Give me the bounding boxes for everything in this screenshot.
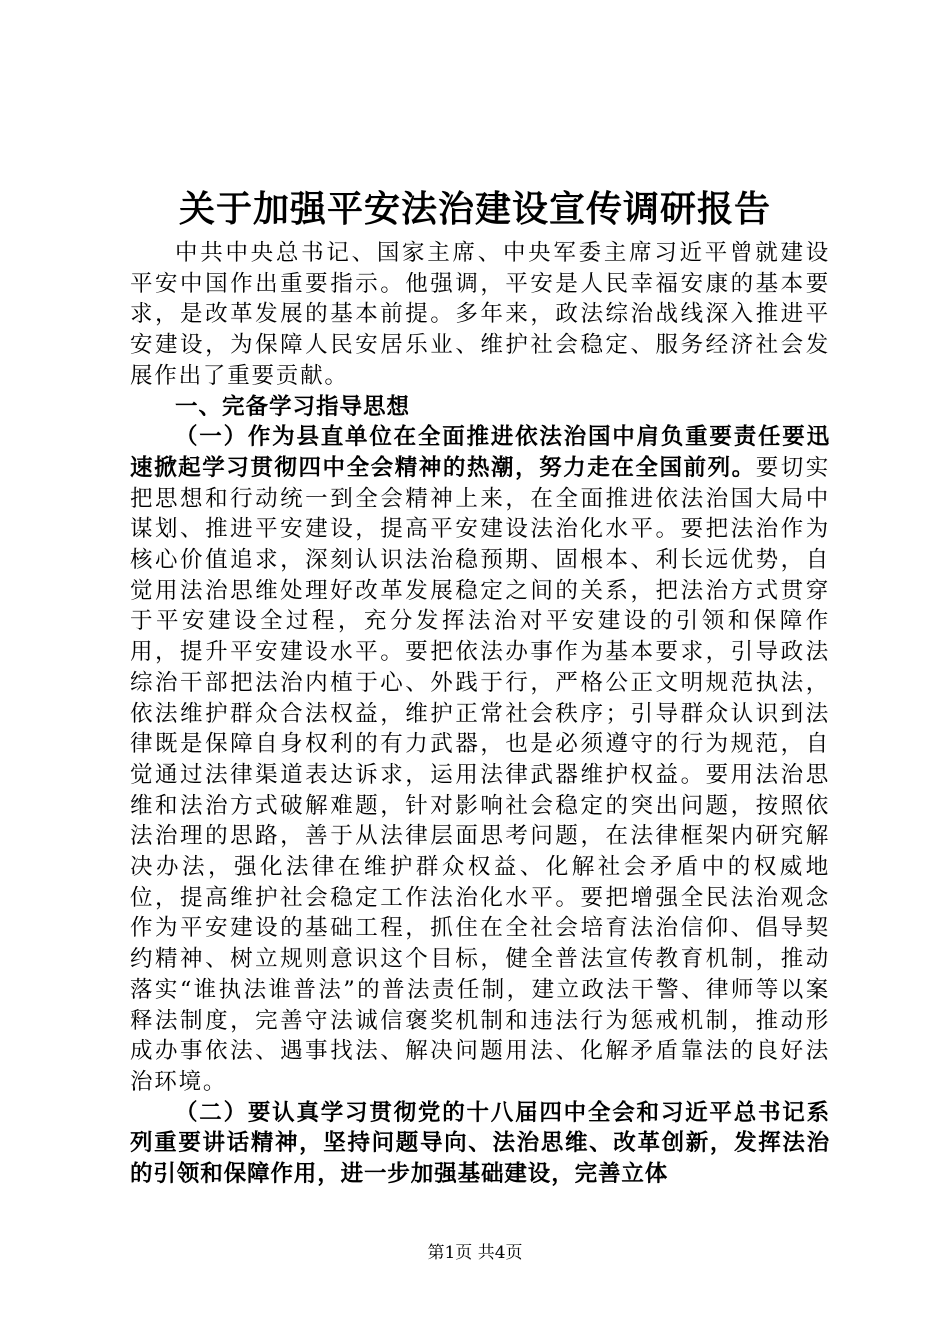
item-one-body: 要切实把思想和行动统一到全会精神上来，在全面推进依法治国大局中谋划、推进平安建设，提高平安建设法治化水平。要把法治作为核心价值追求，深刻认识法治稳预期、固根本、利长远优势，自觉用法治思维处理好改革发展稳定之间的关系，把法治方式贯穿于平安建设全过程，充分发挥法治对平安建设的引领和保障作用，提升平安建设水平。要把依法办事作为基本要求，引导政法综治干部把法治内植于心、外践于行，严格公正文明规范执法，依法维护群众合法权益，维护正常社会秩序；引导群众认识到法律既是保障自身权利的有力武器，也是必须遵守的行为规范，自觉通过法律渠道表达诉求，运用法律武器维护权益。要用法治思维和法治方式破解难题，针对影响社会稳定的突出问题，按照依法治理的思路，善于从法律层面思考问题，在法律框架内研究解决办法，强化法律在维护群众权益、化解社会矛盾中的权威地位，提高维护社会稳定工作法治化水平。要把增强全民法治观念作为平安建设的基础工程，抓住在全社会培育法治信仰、倡导契约精神、树立规则意识这个目标，健全普法宣传教育机制，推动落实“谁执法谁普法”的普法责任制，建立政法干警、律师等以案释法制度，完善守法诚信褒奖机制和违法行为惩戒机制，推动形成办事依法、遇事找法、解决问题用法、化解矛盾靠法的良好法治环境。 xyxy=(130,454,831,1095)
item-one-lead: （一）作为县直单位在全面推进依法治国中肩负重要责任要迅速掀起学习贯彻四中全会精神的热潮，努力走在全国前列。 xyxy=(130,424,830,481)
item-two-paragraph: （二）要认真学习贯彻党的十八届四中全会和习近平总书记系列重要讲话精神，坚持问题导向、法治思维、改革创新，发挥法治的引领和保障作用，进一步加强基础建设，完善立体 xyxy=(130,1099,830,1188)
section-heading: 一、完备学习指导思想 xyxy=(175,393,411,420)
document-title: 关于加强平安法治建设宣传调研报告 xyxy=(178,188,771,230)
item-one-paragraph xyxy=(130,422,830,1097)
document-body xyxy=(130,238,830,1190)
page-number: 第1页 共4页 xyxy=(427,1243,523,1263)
intro-paragraph: 中共中央总书记、国家主席、中央军委主席习近平曾就建设平安中国作出重要指示。他强调，平安是人民幸福安康的基本要求，是改革发展的基本前提。多年来，政法综治战线深入推进平安建设，为保障人民安居乐业、维护社会稳定、服务经济社会发展作出了重要贡献。 xyxy=(130,240,830,389)
